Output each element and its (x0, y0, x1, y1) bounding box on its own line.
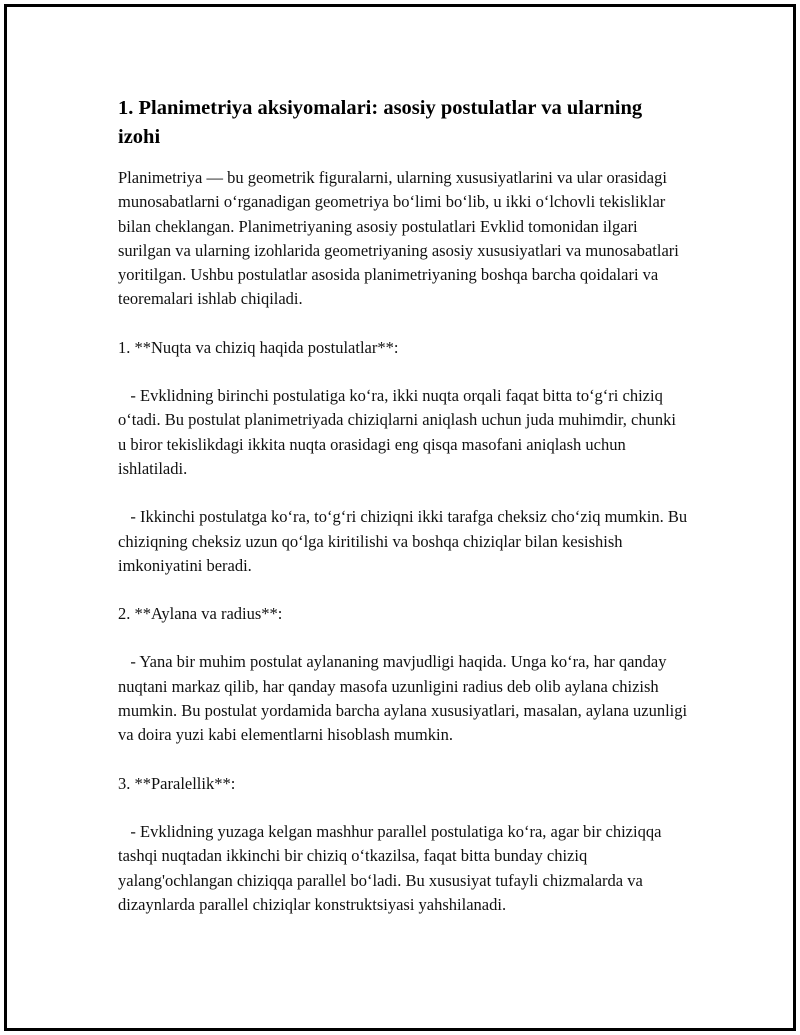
intro-paragraph: Planimetriya — bu geometrik figuralarni, ularning xususiyatlarini va ular orasidagi munosabatlarni oʻrganadigan geometriya boʻlimi boʻlib, u ikki oʻlchovli tekisliklar bilan cheklangan. Planimetriyaning asosiy postulatlari Evklid tomonidan ilgari surilgan va ularning izohlarida geometriyaning asosiy xususiyatlari va munosabatlari yoritilgan. Ushbu postulatlar asosida planimetriyaning boshqa barcha qoidalari va teoremalari ishlab chiqiladi. (118, 168, 683, 309)
section-3-bullet-1: - Evklidning yuzaga kelgan mashhur parallel postulatiga koʻra, agar bir chiziqqa tashqi nuqtadan ikkinchi bir chiziq oʻtkazilsa, faqat bitta bunday chiziq yalang'ochlangan chiziqqa parallel boʻladi. Bu xususiyat tufayli chizmalarda va dizaynlarda parallel chiziqlar konstruktsiyasi yahshilanadi. (118, 821, 666, 914)
section-heading-1: 1. **Nuqta va chiziq haqida postulatlar**: (118, 337, 399, 357)
section-heading-2: 2. **Aylana va radius**: (118, 604, 283, 624)
document-title: 1. Planimetriya aksiyomalari: asosiy postulatlar va ularning izohi (118, 97, 643, 148)
section-1-bullet-2: - Ikkinchi postulatga koʻra, toʻgʻri chiziqni ikki tarafga cheksiz choʻziq mumkin. Bu chiziqning cheksiz uzun qoʻlga kiritilishi va boshqa chiziqlar bilan kesishish imkoniyatini beradi. (118, 507, 692, 575)
section-1-bullet-1: - Evklidning birinchi postulatiga koʻra, ikki nuqta orqali faqat bitta toʻgʻri chiziq oʻtadi. Bu postulat planimetriyada chiziqlarni aniqlash uchun juda muhimdir, chunki u biror tekislikdagi ikkita nuqta orasidagi eng qisqa masofani aniqlash uchun ishlatiladi. (118, 386, 681, 478)
section-heading-3: 3. **Paralellik**: (118, 773, 236, 793)
document-body (118, 94, 692, 941)
section-2-bullet-1: - Yana bir muhim postulat aylananing mavjudligi haqida. Unga koʻra, har qanday nuqtani markaz qilib, har qanday masofa uzunligini radius deb olib aylana chizish mumkin. Bu postulat yordamida barcha aylana xususiyatlari, masalan, aylana uzunligi va doira yuzi kabi elementlarni hisoblash mumkin. (118, 652, 692, 745)
